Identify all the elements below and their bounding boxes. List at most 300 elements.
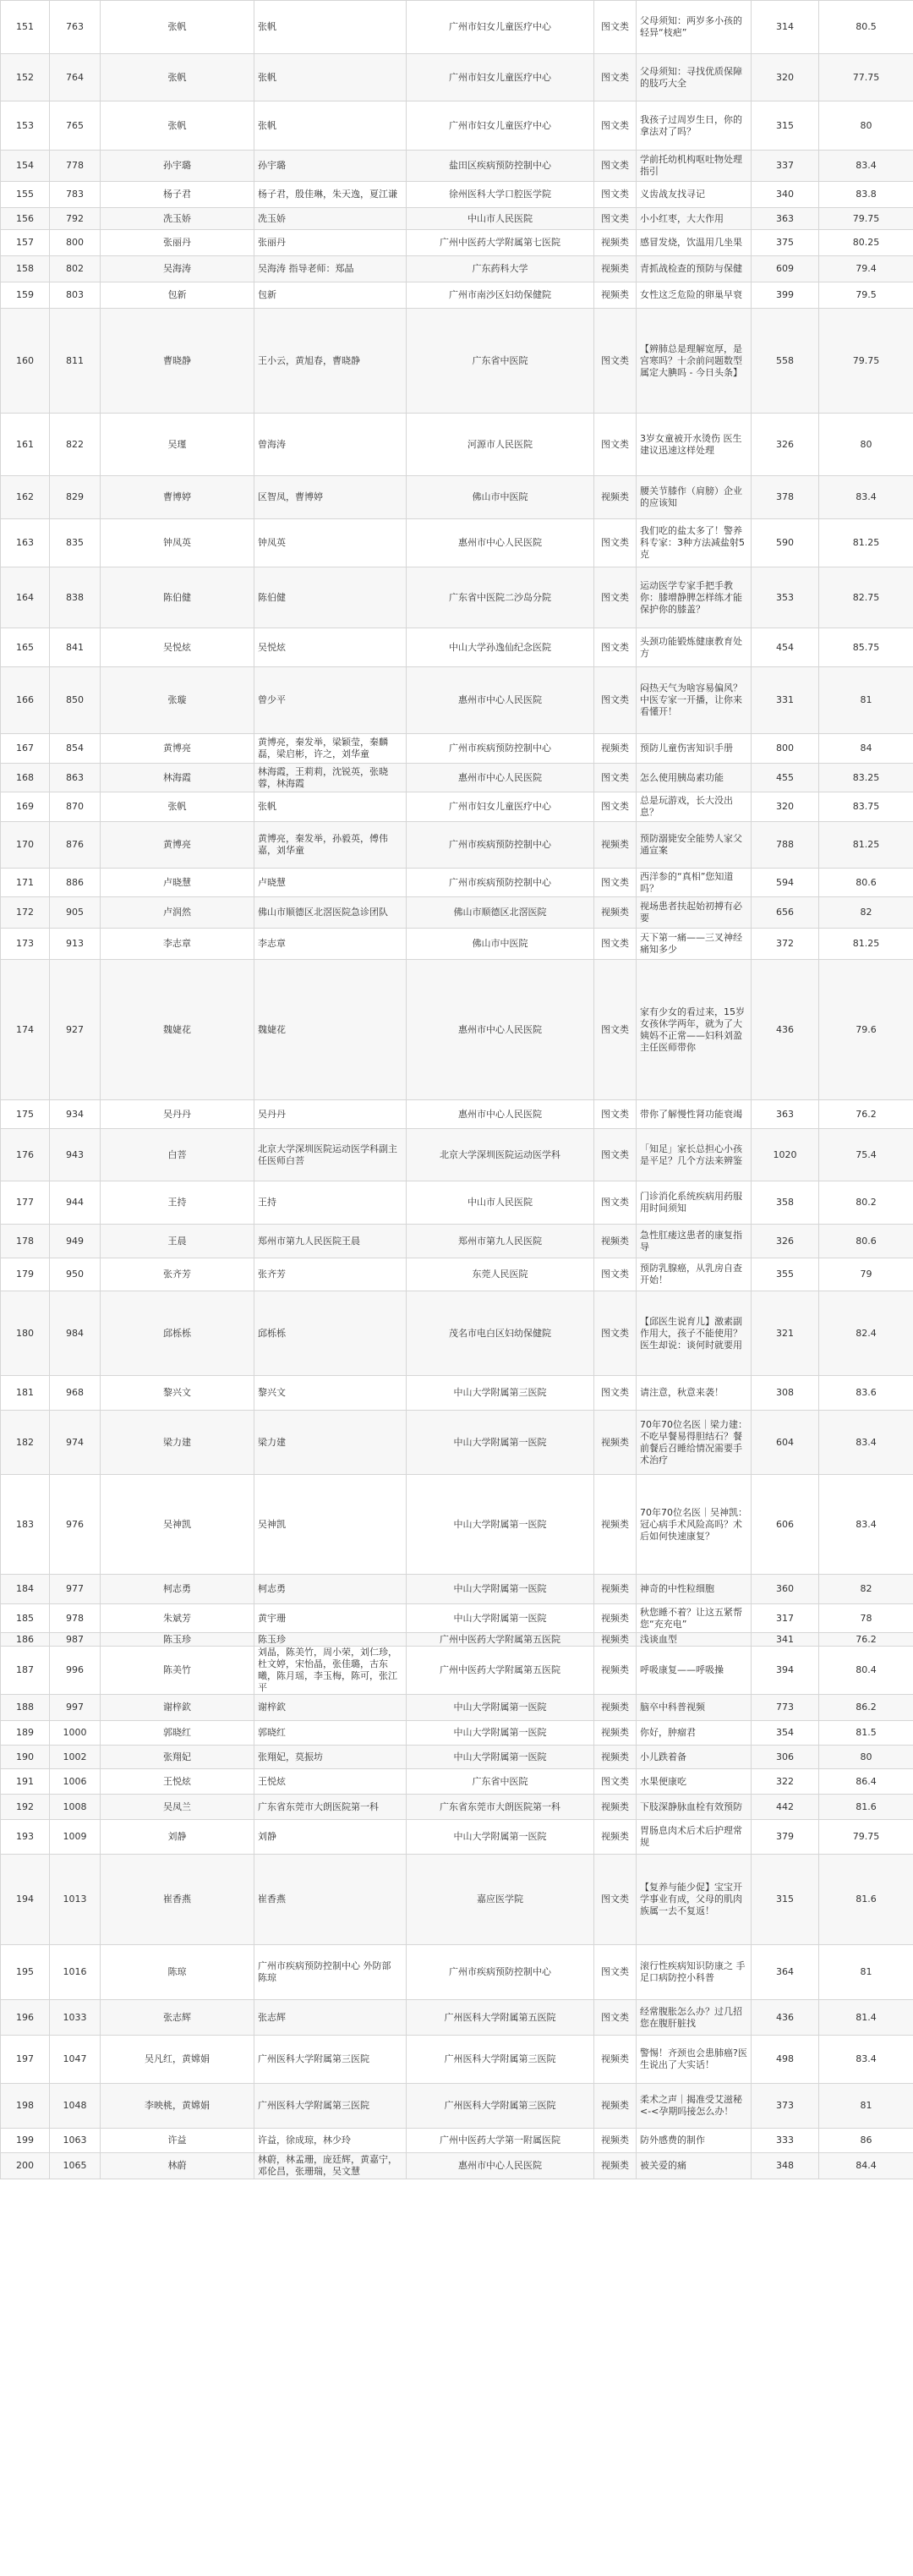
authors-cell: 郭晓红 — [254, 1721, 407, 1746]
row-number-cell: 177 — [1, 1181, 50, 1225]
table-row — [1, 1475, 913, 1575]
entry-id-cell: 838 — [50, 567, 101, 628]
entry-id-cell: 944 — [50, 1181, 101, 1225]
entry-id-cell: 778 — [50, 151, 101, 182]
table-row — [1, 734, 913, 764]
applicant-cell: 张帆 — [101, 54, 254, 101]
row-number-cell: 166 — [1, 667, 50, 734]
authors-cell: 黄博亮，秦发举，孙毅英，傅伟嘉，刘华童 — [254, 822, 407, 869]
row-number-cell: 162 — [1, 476, 50, 519]
applicant-cell: 张帆 — [101, 792, 254, 822]
applicant-cell: 张璇 — [101, 667, 254, 734]
authors-cell: 张帆 — [254, 1, 407, 54]
table-row — [1, 628, 913, 667]
entry-id-cell: 1006 — [50, 1769, 101, 1795]
table-row — [1, 1, 913, 54]
score-a-cell: 337 — [752, 151, 819, 182]
category-cell: 视频类 — [594, 1575, 637, 1604]
table-body — [1, 1, 913, 2179]
authors-cell: 孙宇璐 — [254, 151, 407, 182]
institution-cell: 中山市人民医院 — [407, 1181, 594, 1225]
table-row — [1, 1291, 913, 1376]
score-b-cell: 83.4 — [819, 476, 913, 519]
institution-cell: 茂名市电白区妇幼保健院 — [407, 1291, 594, 1376]
table-row — [1, 960, 913, 1100]
work-title-cell: 青抓战检查的预防与保健 — [637, 256, 752, 282]
table-row — [1, 1181, 913, 1225]
applicant-cell: 王悦炫 — [101, 1769, 254, 1795]
row-number-cell: 158 — [1, 256, 50, 282]
entry-id-cell: 996 — [50, 1647, 101, 1695]
work-title-cell: 门诊消化系统疾病用药服用时间须知 — [637, 1181, 752, 1225]
work-title-cell: 「知足」家长总担心小孩是平足？几个方法来辨鉴 — [637, 1129, 752, 1181]
work-title-cell: 怎么使用胰岛素功能 — [637, 764, 752, 792]
score-b-cell: 81 — [819, 1945, 913, 2000]
applicant-cell: 孙宇璐 — [101, 151, 254, 182]
row-number-cell: 159 — [1, 282, 50, 309]
applicant-cell: 张翔妃 — [101, 1746, 254, 1769]
score-b-cell: 78 — [819, 1604, 913, 1633]
work-title-cell: 警惕！齐颈也会患肺癌?医生说出了大实话！ — [637, 2036, 752, 2084]
score-a-cell: 455 — [752, 764, 819, 792]
table-row — [1, 230, 913, 256]
score-a-cell: 1020 — [752, 1129, 819, 1181]
authors-cell: 林海霞，王莉莉，沈锐英，张晓蓉，林海霞 — [254, 764, 407, 792]
work-title-cell: 运动医学专家手把手教你：膝增静脾怎样练才能保护你的膝盖？ — [637, 567, 752, 628]
row-number-cell: 199 — [1, 2129, 50, 2153]
table-row — [1, 1695, 913, 1721]
authors-cell: 魏婕花 — [254, 960, 407, 1100]
score-a-cell: 379 — [752, 1820, 819, 1855]
applicant-cell: 郭晓红 — [101, 1721, 254, 1746]
authors-cell: 吴神凯 — [254, 1475, 407, 1575]
authors-cell: 黄博亮，秦发举，梁颖莹，秦麟磊，梁启彬，许之，刘华童 — [254, 734, 407, 764]
row-number-cell: 193 — [1, 1820, 50, 1855]
score-a-cell: 314 — [752, 1, 819, 54]
table-row — [1, 519, 913, 567]
score-a-cell: 442 — [752, 1795, 819, 1820]
applicant-cell: 张齐芳 — [101, 1258, 254, 1291]
score-a-cell: 308 — [752, 1376, 819, 1411]
score-b-cell: 79.4 — [819, 256, 913, 282]
row-number-cell: 195 — [1, 1945, 50, 2000]
applicant-cell: 吴瑾 — [101, 414, 254, 476]
table-row — [1, 1376, 913, 1411]
score-b-cell: 86.2 — [819, 1695, 913, 1721]
institution-cell: 中山市人民医院 — [407, 208, 594, 230]
score-b-cell: 81 — [819, 667, 913, 734]
score-a-cell: 358 — [752, 1181, 819, 1225]
authors-cell: 张帆 — [254, 101, 407, 151]
authors-cell: 广州医科大学附属第三医院 — [254, 2084, 407, 2129]
table-row — [1, 1795, 913, 1820]
authors-cell: 张帆 — [254, 54, 407, 101]
score-b-cell: 80.5 — [819, 1, 913, 54]
entry-id-cell: 1048 — [50, 2084, 101, 2129]
row-number-cell: 171 — [1, 869, 50, 897]
institution-cell: 广州市疾病预防控制中心 — [407, 822, 594, 869]
applicant-cell: 崔香燕 — [101, 1855, 254, 1945]
score-b-cell: 79.5 — [819, 282, 913, 309]
institution-cell: 广州中医药大学附属第七医院 — [407, 230, 594, 256]
score-a-cell: 321 — [752, 1291, 819, 1376]
row-number-cell: 160 — [1, 309, 50, 414]
institution-cell: 中山大学附属第一医院 — [407, 1575, 594, 1604]
authors-cell: 北京大学深圳医院运动医学科副主任医师白菩 — [254, 1129, 407, 1181]
score-b-cell: 80 — [819, 414, 913, 476]
table-row — [1, 822, 913, 869]
applicant-cell: 谢梓欽 — [101, 1695, 254, 1721]
category-cell: 视频类 — [594, 1795, 637, 1820]
institution-cell: 河源市人民医院 — [407, 414, 594, 476]
category-cell: 图文类 — [594, 2000, 637, 2036]
score-b-cell: 81.6 — [819, 1855, 913, 1945]
applicant-cell: 杨子君 — [101, 182, 254, 208]
category-cell: 图文类 — [594, 54, 637, 101]
category-cell: 图文类 — [594, 151, 637, 182]
work-title-cell: 总是玩游戏，长大没出息？ — [637, 792, 752, 822]
category-cell: 图文类 — [594, 1855, 637, 1945]
category-cell: 图文类 — [594, 929, 637, 960]
work-title-cell: 水果便康吃 — [637, 1769, 752, 1795]
category-cell: 视频类 — [594, 2153, 637, 2179]
institution-cell: 佛山市中医院 — [407, 929, 594, 960]
score-a-cell: 354 — [752, 1721, 819, 1746]
score-a-cell: 606 — [752, 1475, 819, 1575]
authors-cell: 陈伯健 — [254, 567, 407, 628]
score-a-cell: 609 — [752, 256, 819, 282]
category-cell: 图文类 — [594, 567, 637, 628]
applicant-cell: 柯志勇 — [101, 1575, 254, 1604]
category-cell: 视频类 — [594, 476, 637, 519]
work-title-cell: 预防溺毙安全能势人家父通宣案 — [637, 822, 752, 869]
row-number-cell: 155 — [1, 182, 50, 208]
entry-id-cell: 764 — [50, 54, 101, 101]
score-a-cell: 326 — [752, 414, 819, 476]
table-row — [1, 567, 913, 628]
category-cell: 视频类 — [594, 1746, 637, 1769]
authors-cell: 刘晶，陈美竹，周小荣，刘仁珍，杜文婷，宋怡晶，张佳璐，古东曦，陈月瑶，李玉梅，陈可，张江平 — [254, 1647, 407, 1695]
score-b-cell: 82.75 — [819, 567, 913, 628]
score-b-cell: 79 — [819, 1258, 913, 1291]
row-number-cell: 178 — [1, 1225, 50, 1258]
score-b-cell: 80 — [819, 101, 913, 151]
work-title-cell: 急性肛瘘这患者的康复指导 — [637, 1225, 752, 1258]
applicant-cell: 陈玉珍 — [101, 1633, 254, 1647]
category-cell: 图文类 — [594, 414, 637, 476]
entry-id-cell: 822 — [50, 414, 101, 476]
score-b-cell: 81.25 — [819, 929, 913, 960]
work-title-cell: 胃肠息肉术后术后护理常规 — [637, 1820, 752, 1855]
table-row — [1, 1575, 913, 1604]
row-number-cell: 183 — [1, 1475, 50, 1575]
entry-id-cell: 934 — [50, 1100, 101, 1129]
score-b-cell: 83.6 — [819, 1376, 913, 1411]
table-row — [1, 1820, 913, 1855]
category-cell: 视频类 — [594, 1633, 637, 1647]
work-title-cell: 请注意，秋意来袭！ — [637, 1376, 752, 1411]
authors-cell: 邱栎栎 — [254, 1291, 407, 1376]
work-title-cell: 3岁女童被开水烫伤 医生建议迅速这样处理 — [637, 414, 752, 476]
entry-id-cell: 829 — [50, 476, 101, 519]
row-number-cell: 197 — [1, 2036, 50, 2084]
table-row — [1, 2129, 913, 2153]
score-b-cell: 80.6 — [819, 1225, 913, 1258]
entry-id-cell: 1002 — [50, 1746, 101, 1769]
institution-cell: 郑州市第九人民医院 — [407, 1225, 594, 1258]
table-row — [1, 1855, 913, 1945]
authors-cell: 广东省东莞市大朗医院第一科 — [254, 1795, 407, 1820]
entry-id-cell: 870 — [50, 792, 101, 822]
institution-cell: 中山大学附属第一医院 — [407, 1411, 594, 1475]
entry-id-cell: 765 — [50, 101, 101, 151]
row-number-cell: 170 — [1, 822, 50, 869]
applicant-cell: 陈美竹 — [101, 1647, 254, 1695]
score-a-cell: 317 — [752, 1604, 819, 1633]
institution-cell: 广州医科大学附属第五医院 — [407, 2000, 594, 2036]
applicant-cell: 陈琼 — [101, 1945, 254, 2000]
score-b-cell: 86 — [819, 2129, 913, 2153]
score-b-cell: 81.25 — [819, 519, 913, 567]
score-a-cell: 372 — [752, 929, 819, 960]
score-b-cell: 80.6 — [819, 869, 913, 897]
score-a-cell: 363 — [752, 208, 819, 230]
entry-id-cell: 783 — [50, 182, 101, 208]
institution-cell: 中山大学孙逸仙纪念医院 — [407, 628, 594, 667]
entry-id-cell: 976 — [50, 1475, 101, 1575]
score-a-cell: 333 — [752, 2129, 819, 2153]
table-row — [1, 1604, 913, 1633]
institution-cell: 中山大学附属第一医院 — [407, 1604, 594, 1633]
table-row — [1, 667, 913, 734]
applicant-cell: 曹博婷 — [101, 476, 254, 519]
work-title-cell: 被关爱的痛 — [637, 2153, 752, 2179]
authors-cell: 吴悦炫 — [254, 628, 407, 667]
row-number-cell: 194 — [1, 1855, 50, 1945]
score-b-cell: 83.75 — [819, 792, 913, 822]
entry-id-cell: 886 — [50, 869, 101, 897]
score-a-cell: 373 — [752, 2084, 819, 2129]
work-title-cell: 70年70位名医｜梁力建：不吃早餐易得胆结石？餐前餐后召睡给情况需要手术治疗 — [637, 1411, 752, 1475]
score-b-cell: 80 — [819, 1746, 913, 1769]
institution-cell: 广州市疾病预防控制中心 — [407, 1945, 594, 2000]
authors-cell: 梁力建 — [254, 1411, 407, 1475]
work-title-cell: 小小红枣，大大作用 — [637, 208, 752, 230]
score-a-cell: 375 — [752, 230, 819, 256]
work-title-cell: 闷热天气为啥容易偏风？中医专家一开播，让你来看懂开！ — [637, 667, 752, 734]
row-number-cell: 152 — [1, 54, 50, 101]
work-title-cell: 带你了解慢性肾功能衰竭 — [637, 1100, 752, 1129]
score-b-cell: 81.4 — [819, 2000, 913, 2036]
authors-cell: 卢晓慧 — [254, 869, 407, 897]
authors-cell: 谢梓欽 — [254, 1695, 407, 1721]
applicant-cell: 林海霞 — [101, 764, 254, 792]
row-number-cell: 190 — [1, 1746, 50, 1769]
category-cell: 视频类 — [594, 1604, 637, 1633]
table-row — [1, 282, 913, 309]
table-row — [1, 2153, 913, 2179]
score-b-cell: 83.4 — [819, 151, 913, 182]
authors-cell: 包新 — [254, 282, 407, 309]
category-cell: 图文类 — [594, 519, 637, 567]
authors-cell: 崔香燕 — [254, 1855, 407, 1945]
applicant-cell: 张帆 — [101, 1, 254, 54]
entry-id-cell: 876 — [50, 822, 101, 869]
authors-cell: 广州医科大学附属第三医院 — [254, 2036, 407, 2084]
score-a-cell: 363 — [752, 1100, 819, 1129]
row-number-cell: 156 — [1, 208, 50, 230]
institution-cell: 广州中医药大学附属第五医院 — [407, 1633, 594, 1647]
table-row — [1, 1225, 913, 1258]
row-number-cell: 181 — [1, 1376, 50, 1411]
score-a-cell: 320 — [752, 792, 819, 822]
category-cell: 视频类 — [594, 256, 637, 282]
score-a-cell: 656 — [752, 897, 819, 929]
entry-id-cell: 1009 — [50, 1820, 101, 1855]
category-cell: 图文类 — [594, 1181, 637, 1225]
work-title-cell: 腰关节膝作（肩膀）企业的应该知 — [637, 476, 752, 519]
category-cell: 视频类 — [594, 1721, 637, 1746]
row-number-cell: 179 — [1, 1258, 50, 1291]
applicant-cell: 黄博亮 — [101, 734, 254, 764]
category-cell: 视频类 — [594, 2036, 637, 2084]
table-row — [1, 182, 913, 208]
table-row — [1, 2000, 913, 2036]
score-a-cell: 498 — [752, 2036, 819, 2084]
work-title-cell: 西洋参的“真相”您知道吗？ — [637, 869, 752, 897]
institution-cell: 惠州市中心人民医院 — [407, 519, 594, 567]
work-title-cell: 【复养与能少促】宝宝开学事业有成，父母的肌肉族属一去不复返！ — [637, 1855, 752, 1945]
score-b-cell: 83.4 — [819, 2036, 913, 2084]
entry-id-cell: 763 — [50, 1, 101, 54]
table-row — [1, 1258, 913, 1291]
applicant-cell: 张帆 — [101, 101, 254, 151]
category-cell: 图文类 — [594, 960, 637, 1100]
score-a-cell: 315 — [752, 101, 819, 151]
applicant-cell: 吴神凯 — [101, 1475, 254, 1575]
authors-cell: 王持 — [254, 1181, 407, 1225]
entry-id-cell: 1065 — [50, 2153, 101, 2179]
entry-id-cell: 943 — [50, 1129, 101, 1181]
entry-id-cell: 950 — [50, 1258, 101, 1291]
entry-id-cell: 841 — [50, 628, 101, 667]
score-b-cell: 81.5 — [819, 1721, 913, 1746]
category-cell: 图文类 — [594, 667, 637, 734]
score-b-cell: 79.75 — [819, 208, 913, 230]
institution-cell: 广州市疾病预防控制中心 — [407, 734, 594, 764]
institution-cell: 佛山市中医院 — [407, 476, 594, 519]
category-cell: 图文类 — [594, 309, 637, 414]
score-a-cell: 590 — [752, 519, 819, 567]
category-cell: 图文类 — [594, 208, 637, 230]
row-number-cell: 200 — [1, 2153, 50, 2179]
score-b-cell: 83.4 — [819, 1475, 913, 1575]
entry-id-cell: 854 — [50, 734, 101, 764]
authors-cell: 曾少平 — [254, 667, 407, 734]
row-number-cell: 173 — [1, 929, 50, 960]
row-number-cell: 154 — [1, 151, 50, 182]
category-cell: 视频类 — [594, 1411, 637, 1475]
table-row — [1, 1633, 913, 1647]
table-row — [1, 929, 913, 960]
row-number-cell: 174 — [1, 960, 50, 1100]
score-b-cell: 80.4 — [819, 1647, 913, 1695]
work-title-cell: 女性这乏危险的卵巢早衰 — [637, 282, 752, 309]
authors-cell: 张丽丹 — [254, 230, 407, 256]
table-row — [1, 101, 913, 151]
applicant-cell: 黎兴文 — [101, 1376, 254, 1411]
institution-cell: 广州医科大学附属第三医院 — [407, 2036, 594, 2084]
authors-cell: 刘静 — [254, 1820, 407, 1855]
table-row — [1, 208, 913, 230]
entry-id-cell: 802 — [50, 256, 101, 282]
table-row — [1, 869, 913, 897]
table-row — [1, 1746, 913, 1769]
table-row — [1, 764, 913, 792]
work-title-cell: 你好，肿瘤君 — [637, 1721, 752, 1746]
authors-cell: 冼玉娇 — [254, 208, 407, 230]
authors-cell: 郑州市第九人民医院王晨 — [254, 1225, 407, 1258]
applicant-cell: 梁力建 — [101, 1411, 254, 1475]
row-number-cell: 189 — [1, 1721, 50, 1746]
score-b-cell: 76.2 — [819, 1633, 913, 1647]
row-number-cell: 192 — [1, 1795, 50, 1820]
score-b-cell: 81 — [819, 2084, 913, 2129]
entry-id-cell: 800 — [50, 230, 101, 256]
row-number-cell: 186 — [1, 1633, 50, 1647]
institution-cell: 中山大学附属第一医院 — [407, 1695, 594, 1721]
score-b-cell: 80.25 — [819, 230, 913, 256]
institution-cell: 广州市妇女儿童医疗中心 — [407, 792, 594, 822]
work-title-cell: 义齿战友找寻记 — [637, 182, 752, 208]
institution-cell: 徐州医科大学口腔医学院 — [407, 182, 594, 208]
applicant-cell: 朱斌芳 — [101, 1604, 254, 1633]
applicant-cell: 许益 — [101, 2129, 254, 2153]
institution-cell: 中山大学附属第一医院 — [407, 1475, 594, 1575]
applicant-cell: 黄博亮 — [101, 822, 254, 869]
row-number-cell: 168 — [1, 764, 50, 792]
work-title-cell: 【邱医生说育儿】激素副作用大，孩子不能使用？医生却说：谈何时就要用 — [637, 1291, 752, 1376]
row-number-cell: 196 — [1, 2000, 50, 2036]
score-a-cell: 364 — [752, 1945, 819, 2000]
institution-cell: 广州市妇女儿童医疗中心 — [407, 54, 594, 101]
institution-cell: 广州医科大学附属第三医院 — [407, 2084, 594, 2129]
authors-cell: 曾海涛 — [254, 414, 407, 476]
institution-cell: 佛山市顺德区北滘医院 — [407, 897, 594, 929]
score-b-cell: 83.8 — [819, 182, 913, 208]
institution-cell: 广州市妇女儿童医疗中心 — [407, 101, 594, 151]
work-title-cell: 呼吸康复——呼吸操 — [637, 1647, 752, 1695]
applicant-cell: 卢润然 — [101, 897, 254, 929]
work-title-cell: 我孩子过周岁生日，你的拿法对了吗？ — [637, 101, 752, 151]
table-row — [1, 151, 913, 182]
table-row — [1, 897, 913, 929]
category-cell: 图文类 — [594, 182, 637, 208]
applicant-cell: 冼玉娇 — [101, 208, 254, 230]
entry-id-cell: 927 — [50, 960, 101, 1100]
row-number-cell: 163 — [1, 519, 50, 567]
row-number-cell: 176 — [1, 1129, 50, 1181]
score-a-cell: 604 — [752, 1411, 819, 1475]
score-b-cell: 75.4 — [819, 1129, 913, 1181]
table-row — [1, 414, 913, 476]
category-cell: 视频类 — [594, 1647, 637, 1695]
score-a-cell: 773 — [752, 1695, 819, 1721]
applicant-cell: 林蔚 — [101, 2153, 254, 2179]
table-row — [1, 1411, 913, 1475]
authors-cell: 杨子君，殷佳琳，朱天逸，夏江谦 — [254, 182, 407, 208]
work-title-cell: 滚行性疾病知识防康之 手足口病防控小科普 — [637, 1945, 752, 2000]
